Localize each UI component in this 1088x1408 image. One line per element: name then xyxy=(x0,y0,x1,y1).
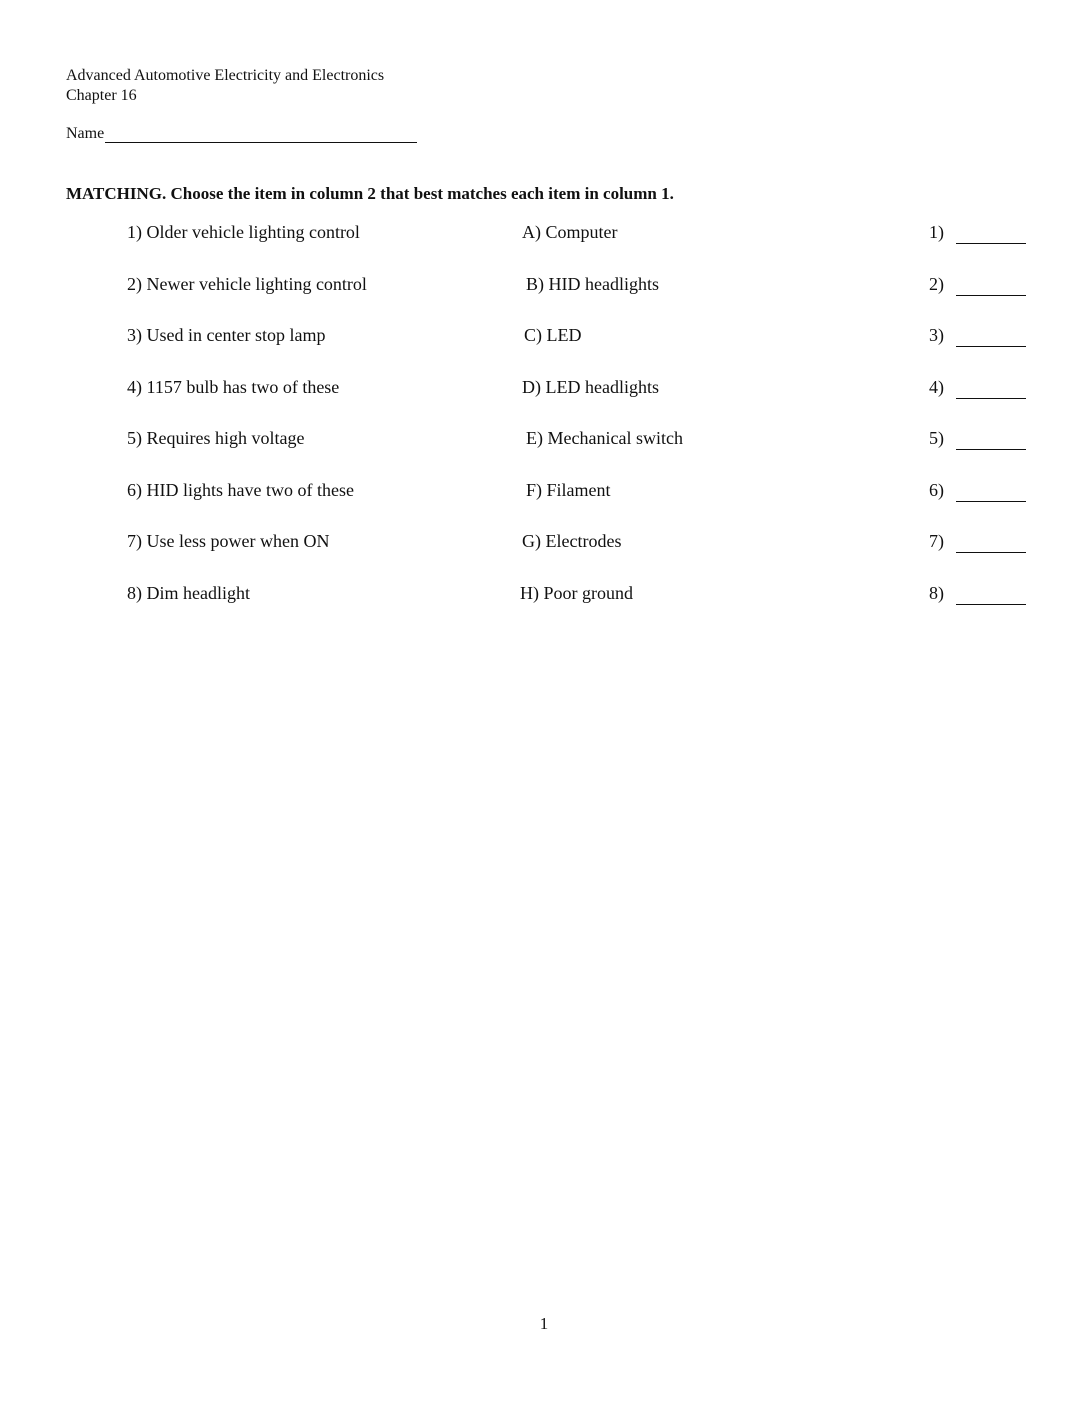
match-row xyxy=(0,377,1088,429)
chapter-label: Chapter 16 xyxy=(66,87,137,104)
matching-instructions: MATCHING. Choose the item in column 2 that best matches each item in column 1. xyxy=(66,184,674,203)
answer-blank[interactable] xyxy=(956,603,1026,605)
answer-blank[interactable] xyxy=(956,345,1026,347)
match-term: 4) 1157 bulb has two of these xyxy=(127,376,340,397)
match-choice: H) Poor ground xyxy=(520,582,633,603)
answer-label: 3) xyxy=(929,325,944,345)
match-term: 5) Requires high voltage xyxy=(127,428,305,448)
match-choice: A) Computer xyxy=(522,222,618,242)
course-title: Advanced Automotive Electricity and Electronics xyxy=(66,67,385,84)
match-term: 2) Newer vehicle lighting control xyxy=(127,273,367,294)
match-row xyxy=(0,222,1088,274)
match-choice: G) Electrodes xyxy=(522,531,622,551)
match-term: 6) HID lights have two of these xyxy=(127,479,354,500)
answer-label: 5) xyxy=(929,428,944,448)
answer-blank[interactable] xyxy=(956,242,1026,244)
answer-blank[interactable] xyxy=(956,500,1026,502)
answer-label: 2) xyxy=(929,273,944,294)
answer-blank[interactable] xyxy=(956,551,1026,553)
match-row xyxy=(0,480,1088,532)
answer-label: 6) xyxy=(929,479,944,500)
name-label: Name xyxy=(66,125,105,142)
match-term: 3) Used in center stop lamp xyxy=(127,325,326,345)
match-choice: E) Mechanical switch xyxy=(526,428,683,448)
match-row xyxy=(0,531,1088,583)
match-choice: C) LED xyxy=(524,325,582,345)
answer-label: 4) xyxy=(929,376,944,397)
match-choice: D) LED headlights xyxy=(522,376,659,397)
answer-blank[interactable] xyxy=(956,448,1026,450)
match-term: 1) Older vehicle lighting control xyxy=(127,222,360,242)
worksheet-header xyxy=(66,66,384,106)
matching-list xyxy=(0,222,1088,634)
answer-label: 8) xyxy=(929,582,944,603)
match-choice: B) HID headlights xyxy=(526,273,659,294)
name-field xyxy=(66,124,417,143)
match-row xyxy=(0,325,1088,377)
match-term: 7) Use less power when ON xyxy=(127,531,330,551)
match-term: 8) Dim headlight xyxy=(127,582,250,603)
match-row xyxy=(0,428,1088,480)
answer-label: 7) xyxy=(929,531,944,551)
answer-label: 1) xyxy=(929,222,944,242)
match-choice: F) Filament xyxy=(526,479,611,500)
match-row xyxy=(0,274,1088,326)
answer-blank[interactable] xyxy=(956,397,1026,399)
answer-blank[interactable] xyxy=(956,294,1026,296)
name-blank-line[interactable] xyxy=(105,124,417,143)
page-number: 1 xyxy=(539,1314,549,1333)
match-row xyxy=(0,583,1088,635)
